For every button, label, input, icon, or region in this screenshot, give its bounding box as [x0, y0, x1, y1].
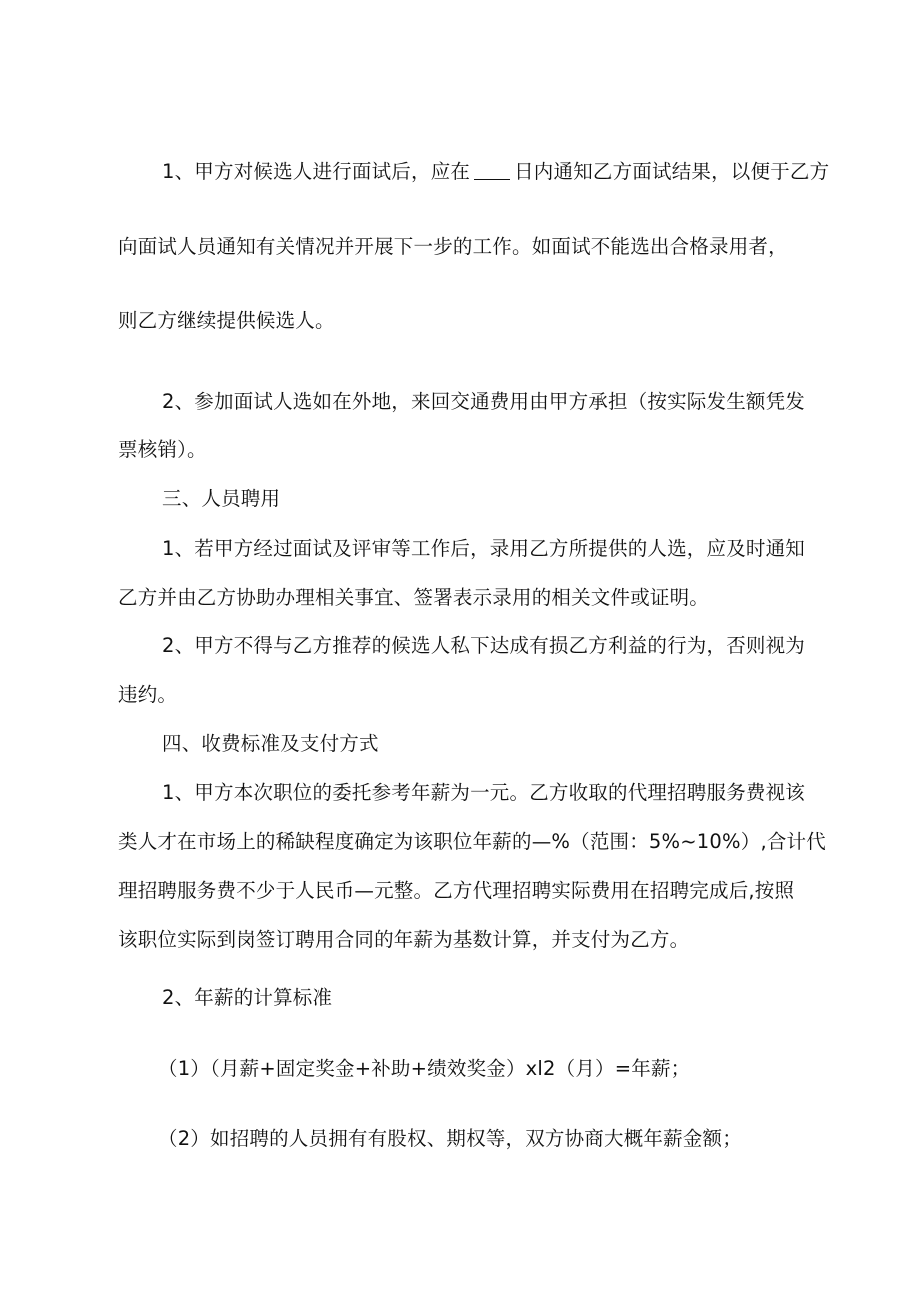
fill-in-blank — [474, 161, 510, 180]
s3-p2-line-1: 2、甲方不得与乙方推荐的候选人私下达成有损乙方利益的行为，否则视为 — [162, 634, 806, 657]
s3-p1-line-2: 乙方并由乙方协助办理相关事宜、签署表示录用的相关文件或证明。 — [118, 586, 710, 609]
section-3-heading: 三、人员聘用 — [162, 487, 281, 510]
s4-p2: 2、年薪的计算标准 — [162, 986, 333, 1009]
s4-p1-line-3: 理招聘服务费不少于人民币—元整。乙方代理招聘实际费用在招聘完成后,按照 — [118, 879, 795, 902]
s3-p1-line-1: 1、若甲方经过面试及评审等工作后，录用乙方所提供的人选，应及时通知 — [162, 537, 806, 560]
p1-line-3: 则乙方继续提供候选人。 — [118, 309, 335, 332]
s4-item-2: （2）如招聘的人员拥有有股权、期权等，双方协商大概年薪金额； — [158, 1127, 742, 1150]
p2-line-1: 2、参加面试人选如在外地，来回交通费用由甲方承担（按实际发生额凭发 — [162, 390, 806, 413]
p1-line-1-end: 日内通知乙方面试结果，以便于乙方 — [514, 160, 830, 183]
s4-p1-line-4: 该职位实际到岗签订聘用合同的年薪为基数计算，并支付为乙方。 — [118, 928, 690, 951]
s4-p1-line-2: 类人才在市场上的稀缺程度确定为该职位年薪的—%（范围：5%~10%）,合计代 — [118, 830, 826, 853]
s3-p2-line-2: 违约。 — [118, 683, 178, 706]
p2-line-2: 票核销）。 — [118, 438, 207, 461]
p1-line-1-start: 1、甲方对候选人进行面试后，应在 — [162, 160, 471, 183]
s4-item-1: （1）（月薪+固定奖金+补助+绩效奖金）xl2（月）=年薪； — [158, 1057, 691, 1080]
p1-line-1 — [162, 158, 829, 186]
p1-line-2: 向面试人员通知有关情况并开展下一步的工作。如面试不能选出合格录用者， — [118, 235, 788, 258]
section-4-heading: 四、收费标准及支付方式 — [162, 732, 379, 755]
s4-p1-line-1: 1、甲方本次职位的委托参考年薪为一元。乙方收取的代理招聘服务费视该 — [162, 781, 806, 804]
